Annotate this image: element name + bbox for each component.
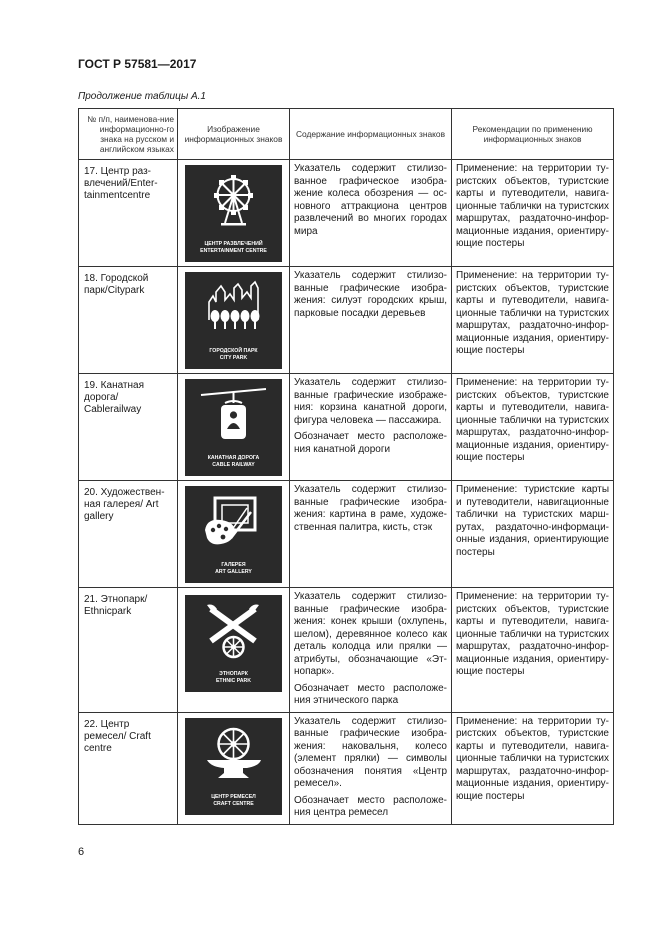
sign-caption: [185, 794, 282, 808]
sign-caption: [185, 562, 282, 576]
sign-name: 18. Городской парк/Citypark: [79, 267, 178, 374]
cable-railway-sign: [185, 379, 282, 476]
sign-image-cell: [178, 267, 290, 374]
sign-description: [290, 267, 452, 374]
sign-description: [290, 374, 452, 481]
ethnic-park-icon: [185, 595, 282, 667]
entertainment-centre-sign: [185, 165, 282, 262]
city-park-icon: [185, 272, 282, 344]
sign-caption-en: ENTERTAINMENT CENTRE: [200, 248, 267, 254]
sign-recommendation: Применение: туристские карты и путеводители, навигационные таблички на туристских марш-рутах, раздаточно-информаци-онные издания, ориентирующие постеры: [452, 481, 614, 588]
sign-caption: [185, 348, 282, 362]
sign-recommendation: Применение: на территории ту-ристских объектов, туристские карты и путеводители, навига-ционные таблички на туристских маршрутах, раздаточно-инфор-мационные издания, ориентиру-ющие постеры: [452, 374, 614, 481]
table-row: [79, 712, 614, 824]
sign-caption-en: CABLE RAILWAY: [212, 462, 255, 468]
description-text: Указатель содержит стилизо-ванные графические изобра-жения: картина в раме, художе-ственная палитра, кисть, стэк: [294, 484, 447, 533]
header-image: Изображение информационных знаков: [178, 109, 290, 160]
sign-name: 20. Художествен-ная галерея/ Art gallery: [79, 481, 178, 588]
sign-recommendation: Применение: на территории ту-ристских объектов, туристские карты и путеводители, навига-ционные таблички на туристских маршрутах, раздаточно-инфор-мационные издания, ориентиру-ющие постеры: [452, 588, 614, 713]
sign-description: [290, 160, 452, 267]
table-row: [79, 160, 614, 267]
sign-caption-ru: ЦЕНТР РЕМЕСЕЛ: [211, 793, 256, 800]
description-text: Обозначает место расположе-ния центра ремесел: [294, 794, 447, 818]
sign-caption-en: ART GALLERY: [215, 569, 252, 575]
description-text: Обозначает место расположе-ния этнического парка: [294, 682, 447, 706]
sign-caption: [185, 455, 282, 469]
sign-caption: [185, 671, 282, 685]
craft-centre-sign: [185, 718, 282, 815]
sign-image-cell: [178, 712, 290, 824]
sign-image-cell: [178, 588, 290, 713]
sign-name: 22. Центр ремесел/ Craft centre: [79, 712, 178, 824]
sign-description: [290, 481, 452, 588]
sign-description: [290, 712, 452, 824]
table-row: [79, 374, 614, 481]
document-code: ГОСТ Р 57581—2017: [78, 57, 197, 71]
header-number-name: № п/п, наименова-ние информационно-го знака на русском и английском языках: [79, 109, 178, 160]
sign-image-cell: [178, 481, 290, 588]
cable-car-icon: [185, 379, 282, 451]
sign-recommendation: Применение: на территории ту-ристских объектов, туристские карты и путеводители, навига-ционные таблички на туристских маршрутах, раздаточно-инфор-мационные издания, ориентиру-ющие постеры: [452, 160, 614, 267]
sign-name: 19. Канатная дорога/ Cablerailway: [79, 374, 178, 481]
description-text: Указатель содержит стилизо-ванные графические изобра-жения: силуэт городских крыш, парковые посадки деревьев: [294, 270, 447, 319]
sign-caption-ru: ЭТНОПАРК: [219, 671, 248, 677]
ferris-wheel-icon: [185, 165, 282, 237]
sign-caption-en: ETHNIC PARK: [215, 678, 252, 684]
ethnic-park-sign: [185, 595, 282, 692]
table-header-row: [79, 109, 614, 160]
description-text: Указатель содержит стилизо-ванные графические изобра-жения: наковальня, колесо (элемент прялки) — символы обозначения понятия «Центр ремесел».: [294, 715, 447, 789]
sign-image-cell: [178, 160, 290, 267]
page-number: 6: [78, 846, 85, 858]
sign-recommendation: Применение: на территории ту-ристских объектов, туристские карты и путеводители, навига-ционные таблички на туристских маршрутах, раздаточно-инфор-мационные издания, ориентиру-ющие постеры: [452, 712, 614, 824]
sign-caption-ru: ЦЕНТР РАЗВЛЕЧЕНИЙ: [204, 241, 263, 247]
sign-caption-en: CITY PARK: [219, 355, 248, 361]
header-content: Содержание информационных знаков: [290, 109, 452, 160]
signs-table: [78, 108, 614, 825]
header-recommendations: Рекомендации по применению информационных знаков: [452, 109, 614, 160]
art-gallery-sign: [185, 486, 282, 583]
table-row: [79, 588, 614, 713]
sign-caption: [185, 241, 282, 255]
art-gallery-icon: [185, 486, 282, 558]
sign-description: [290, 588, 452, 713]
description-text: Указатель содержит стилизо-ванные графические изобра-жения: конек крыши (охлупень, шелом), деревянное колесо как деталь колодца или прялки — атрибуты, обозначающие «Эт-нопарк».: [294, 591, 447, 677]
sign-name: 21. Этнопарк/ Ethnicpark: [79, 588, 178, 713]
table-row: [79, 481, 614, 588]
city-park-sign: [185, 272, 282, 369]
craft-centre-icon: [185, 718, 282, 790]
sign-recommendation: Применение: на территории ту-ристских объектов, туристские карты и путеводители, навига-ционные таблички на туристских маршрутах, раздаточно-инфор-мационные издания, ориентиру-ющие постеры: [452, 267, 614, 374]
description-text: Указатель содержит стилизо-ванные графические изображе-ния: корзина канатной дороги, фигура человека — пассажира.: [294, 377, 447, 426]
table-caption: Продолжение таблицы А.1: [78, 91, 206, 102]
sign-image-cell: [178, 374, 290, 481]
sign-caption-ru: ГАЛЕРЕЯ: [221, 562, 246, 568]
description-text: Обозначает место расположе-ния канатной дороги: [294, 431, 447, 455]
sign-name: 17. Центр раз-влечений/Enter-tainmentcentre: [79, 160, 178, 267]
description-text: Указатель содержит стилизо-ванное графическое изобра-жение колеса обозрения — ос-новного аттракциона центров развлечений во многих городах мира: [294, 163, 447, 237]
sign-caption-ru: КАНАТНАЯ ДОРОГА: [207, 455, 260, 461]
sign-caption-en: CRAFT CENTRE: [213, 800, 254, 807]
sign-caption-ru: ГОРОДСКОЙ ПАРК: [209, 348, 258, 354]
table-row: [79, 267, 614, 374]
